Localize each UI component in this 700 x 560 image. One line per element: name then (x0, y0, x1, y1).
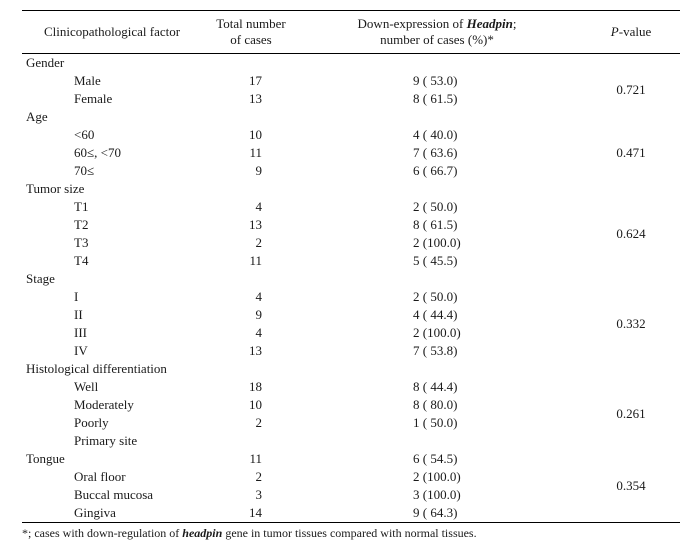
row-label: Oral floor (74, 469, 126, 484)
group-tongue (22, 450, 680, 522)
p-value: 0.354 (616, 478, 646, 493)
category-row (22, 180, 680, 198)
row-label: T4 (74, 253, 89, 268)
header-factor (22, 11, 202, 53)
total-cases: 2 (255, 415, 262, 430)
group-gender (22, 54, 680, 108)
total-cases: 14 (249, 505, 262, 520)
total-cases: 13 (249, 91, 262, 106)
category-row (22, 270, 680, 288)
total-cases: 13 (249, 217, 262, 232)
row-label: Moderately (74, 397, 134, 412)
total-cases: 3 (255, 487, 262, 502)
header-down-post: ; (512, 16, 517, 31)
row-label: Male (74, 73, 101, 88)
row-label: II (74, 307, 83, 322)
down-expression: 8 ( 80.0) (413, 397, 458, 412)
down-expression: 8 ( 61.5) (413, 91, 458, 106)
header-p-suffix: -value (618, 24, 652, 39)
down-expression: 2 (100.0) (413, 469, 461, 484)
row-label: 70≤ (74, 163, 95, 178)
p-value: 0.471 (616, 145, 646, 160)
down-expression: 7 ( 63.6) (413, 145, 458, 160)
total-cases: 9 (255, 307, 262, 322)
p-value: 0.721 (616, 82, 646, 97)
total-cases: 18 (249, 379, 262, 394)
total-cases: 4 (255, 325, 262, 340)
table-body (22, 54, 680, 522)
header-down-line1 (358, 16, 517, 32)
category-label: Tumor size (26, 181, 85, 196)
down-expression: 9 ( 53.0) (413, 73, 458, 88)
down-expression: 6 ( 54.5) (413, 451, 458, 466)
table-row (22, 198, 680, 216)
header-down-expression (322, 11, 552, 53)
table-row (22, 432, 680, 450)
header-p-letter: P (610, 24, 619, 39)
header-total-line1: Total number (216, 16, 286, 31)
header-down-line2: number of cases (%)* (380, 32, 494, 47)
down-expression: 5 ( 45.5) (413, 253, 458, 268)
down-expression: 4 ( 40.0) (413, 127, 458, 142)
table-row (22, 162, 680, 180)
down-expression: 6 ( 66.7) (413, 163, 458, 178)
header-factor-text: Clinicopathological factor (43, 24, 181, 39)
down-expression: 2 (100.0) (413, 235, 461, 250)
table-header (22, 11, 680, 53)
table-row (22, 288, 680, 306)
total-cases: 11 (249, 451, 262, 466)
footnote-gene: headpin (182, 526, 223, 540)
category-label: Histological differentiation (26, 361, 167, 376)
total-cases: 10 (249, 127, 262, 142)
group-tumor-size (22, 180, 680, 270)
down-expression: 9 ( 64.3) (413, 505, 458, 520)
table-row (22, 378, 680, 396)
header-down-pre: Down-expression of (357, 16, 467, 31)
group-histological-differentiation (22, 360, 680, 450)
header-total (200, 11, 302, 53)
total-cases: 4 (255, 289, 262, 304)
down-expression: 1 ( 50.0) (413, 415, 458, 430)
total-cases: 10 (249, 397, 262, 412)
table-row (22, 252, 680, 270)
p-value: 0.261 (616, 406, 646, 421)
row-label: Female (74, 91, 113, 106)
row-label: T2 (74, 217, 89, 232)
row-label: Buccal mucosa (74, 487, 154, 502)
row-label: <60 (74, 127, 95, 142)
p-value: 0.624 (616, 226, 646, 241)
category-label: Tongue (26, 451, 65, 466)
category-label: Stage (26, 271, 55, 286)
row-label: Poorly (74, 415, 109, 430)
down-expression: 4 ( 44.4) (413, 307, 458, 322)
row-label: Primary site (74, 433, 138, 448)
down-expression: 7 ( 53.8) (413, 343, 458, 358)
group-age (22, 108, 680, 180)
category-label: Gender (26, 55, 65, 70)
row-label: Well (74, 379, 99, 394)
category-row (22, 54, 680, 72)
down-expression: 2 ( 50.0) (413, 199, 458, 214)
table-row (22, 504, 680, 522)
footnote-post: gene in tumor tissues compared with normal tissues. (222, 526, 477, 540)
footnote-pre: *; cases with down-regulation of (22, 526, 183, 540)
header-down-gene: Headpin (466, 16, 513, 31)
category-label: Age (26, 109, 48, 124)
total-cases: 11 (249, 145, 262, 160)
category-row (22, 360, 680, 378)
row-label: 60≤, <70 (74, 145, 121, 160)
total-cases: 4 (255, 199, 262, 214)
down-expression: 2 ( 50.0) (413, 289, 458, 304)
row-label: T1 (74, 199, 89, 214)
total-cases: 13 (249, 343, 262, 358)
table-row (22, 126, 680, 144)
footnote (22, 526, 477, 541)
down-expression: 3 (100.0) (413, 487, 461, 502)
header-p-value (582, 11, 680, 53)
category-row (22, 450, 680, 468)
group-stage (22, 270, 680, 360)
down-expression: 8 ( 61.5) (413, 217, 458, 232)
row-label: Gingiva (74, 505, 116, 520)
down-expression: 2 (100.0) (413, 325, 461, 340)
down-expression: 8 ( 44.4) (413, 379, 458, 394)
p-value: 0.332 (616, 316, 646, 331)
row-label: T3 (74, 235, 89, 250)
category-row (22, 108, 680, 126)
data-table (22, 10, 680, 523)
row-label: I (74, 289, 79, 304)
row-label: III (74, 325, 87, 340)
total-cases: 2 (255, 235, 262, 250)
row-label: IV (74, 343, 88, 358)
total-cases: 17 (249, 73, 262, 88)
total-cases: 2 (255, 469, 262, 484)
header-total-line2: of cases (230, 32, 272, 47)
table-row (22, 342, 680, 360)
bottom-rule (22, 522, 680, 523)
total-cases: 11 (249, 253, 262, 268)
total-cases: 9 (255, 163, 262, 178)
